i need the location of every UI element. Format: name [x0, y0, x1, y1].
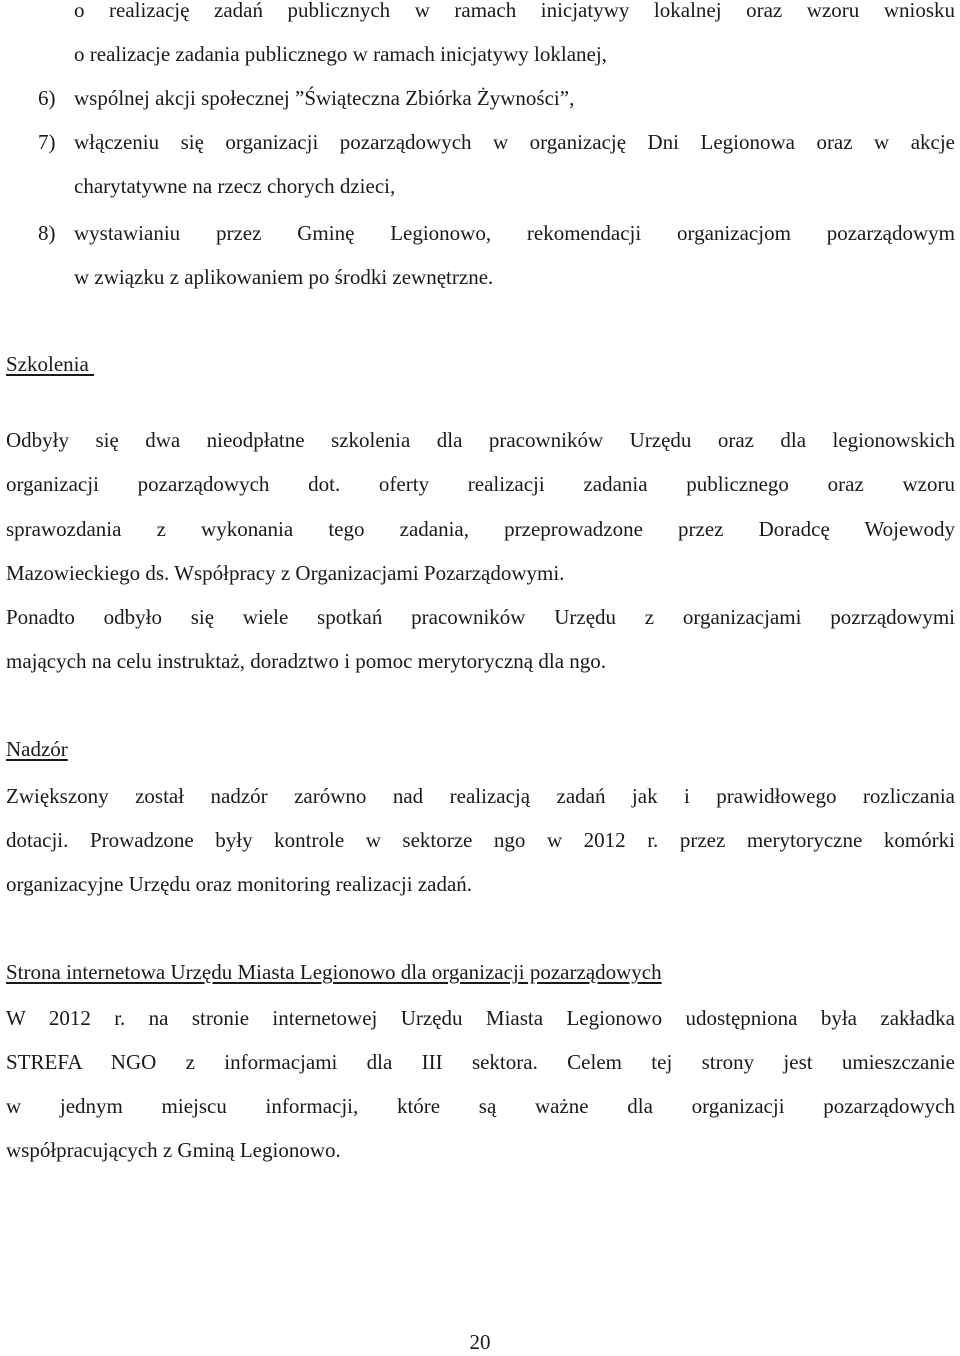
section-heading-training: Szkolenia: [6, 352, 95, 376]
list-item-number: 7): [38, 130, 56, 154]
list-item-text: wystawianiu przez Gminę Legionowo, rekomendacji organizacjom pozarządowym: [74, 221, 955, 245]
section-heading-website: Strona internetowa Urzędu Miasta Legionowo dla organizacji pozarządowych: [6, 960, 662, 984]
paragraph-line: dotacji. Prowadzone były kontrole w sektorze ngo w 2012 r. przez merytoryczne komórki: [6, 828, 955, 852]
paragraph-line: sprawozdania z wykonania tego zadania, przeprowadzone przez Doradcę Wojewody: [6, 517, 955, 541]
list-item-text: w związku z aplikowaniem po środki zewnętrzne.: [74, 265, 494, 289]
paragraph-line: Mazowieckiego ds. Współpracy z Organizacjami Pozarządowymi.: [6, 561, 565, 585]
paragraph-line: organizacji pozarządowych dot. oferty realizacji zadania publicznego oraz wzoru: [6, 472, 955, 496]
paragraph-line: Zwiększony został nadzór zarówno nad realizacją zadań jak i prawidłowego rozliczania: [6, 784, 955, 808]
list-continuation-line: o realizacje zadania publicznego w ramach inicjatywy loklanej,: [74, 42, 607, 66]
page-number: 20: [469, 1330, 491, 1354]
list-continuation-line: o realizację zadań publicznych w ramach inicjatywy lokalnej oraz wzoru wniosku: [74, 0, 955, 22]
list-item-number: 6): [38, 86, 56, 110]
list-item-text: włączeniu się organizacji pozarządowych w organizację Dni Legionowa oraz w akcje: [74, 130, 955, 154]
paragraph-line: w jednym miejscu informacji, które są ważne dla organizacji pozarządowych: [6, 1094, 955, 1118]
paragraph-line: STREFA NGO z informacjami dla III sektora. Celem tej strony jest umieszczanie: [6, 1050, 955, 1074]
paragraph-line: Ponadto odbyło się wiele spotkań pracowników Urzędu z organizacjami pozrządowymi: [6, 605, 955, 629]
paragraph-line: współpracujących z Gminą Legionowo.: [6, 1138, 341, 1162]
section-heading-supervision: Nadzór: [6, 737, 68, 761]
list-item-text: wspólnej akcji społecznej ”Świąteczna Zbiórka Żywności”,: [74, 86, 575, 110]
paragraph-line: W 2012 r. na stronie internetowej Urzędu Miasta Legionowo udostępniona była zakładka: [6, 1006, 955, 1030]
list-item-number: 8): [38, 221, 56, 245]
list-item-text: charytatywne na rzecz chorych dzieci,: [74, 174, 396, 198]
paragraph-line: organizacyjne Urzędu oraz monitoring realizacji zadań.: [6, 872, 473, 896]
paragraph-line: mających na celu instruktaż, doradztwo i pomoc merytoryczną dla ngo.: [6, 649, 607, 673]
paragraph-line: Odbyły się dwa nieodpłatne szkolenia dla pracowników Urzędu oraz dla legionowskich: [6, 428, 955, 452]
